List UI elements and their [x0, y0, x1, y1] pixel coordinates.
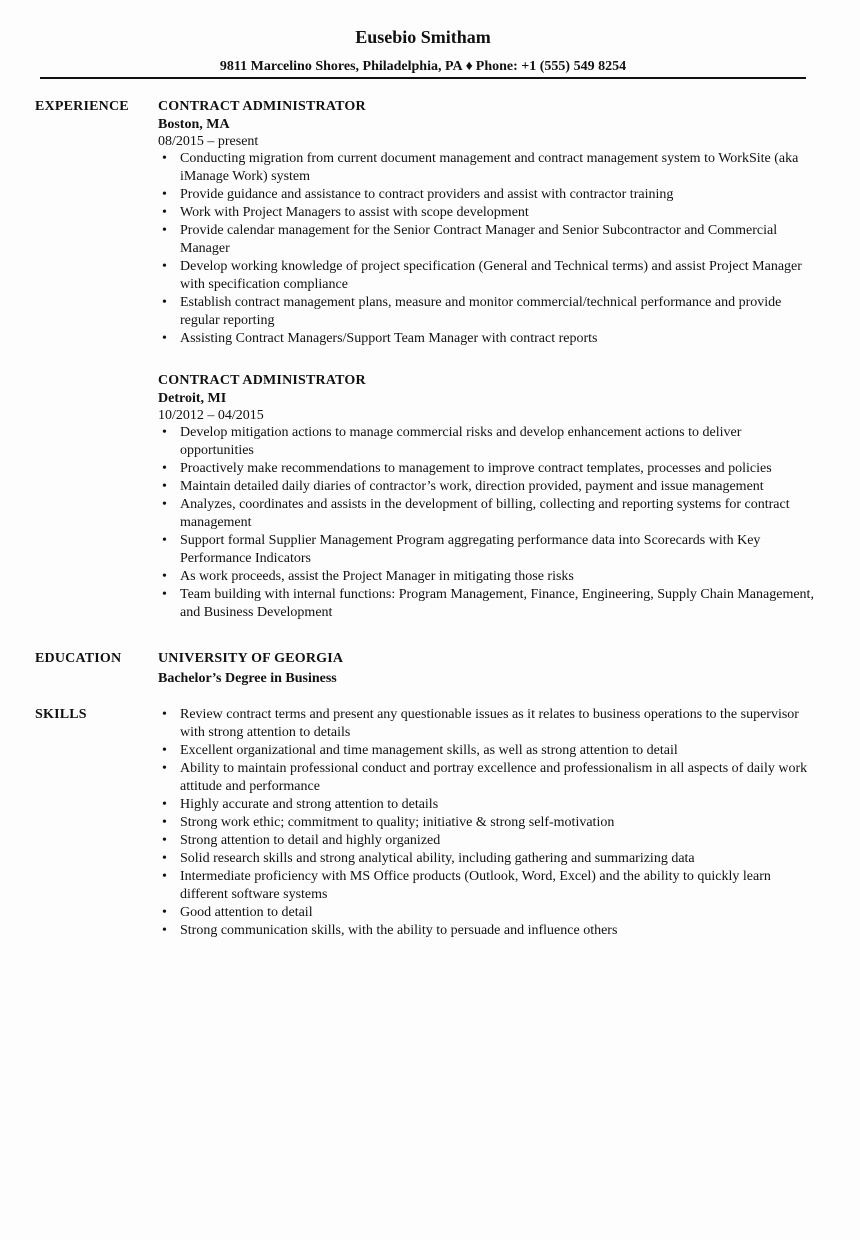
candidate-name: Eusebio Smitham: [355, 27, 491, 47]
bullet-icon: •: [162, 905, 167, 920]
bullet-text: Support formal Supplier Management Program aggregating performance data into Scorecards with Key Performance Indicators: [180, 533, 761, 566]
bullet-text: Excellent organizational and time management skills, as well as strong attention to detail: [180, 743, 678, 758]
bullet-icon: •: [162, 797, 167, 812]
bullet-icon: •: [162, 295, 167, 310]
bullet-item: [162, 496, 818, 532]
school-name: UNIVERSITY OF GEORGIA: [158, 651, 344, 666]
bullet-icon: •: [162, 569, 167, 584]
degree: Bachelor’s Degree in Business: [158, 671, 337, 686]
bullet-text: Ability to maintain professional conduct and portray excellence and professionalism in all aspects of daily work attitude and performance: [180, 761, 808, 794]
bullet-item: [162, 904, 818, 922]
bullet-icon: •: [162, 259, 167, 274]
section-label-education: EDUCATION: [35, 651, 122, 666]
bullet-item: [162, 330, 818, 348]
bullet-text: Assisting Contract Managers/Support Team Manager with contract reports: [180, 331, 598, 346]
bullet-icon: •: [162, 187, 167, 202]
bullet-item: [162, 832, 818, 850]
bullet-icon: •: [162, 761, 167, 776]
bullet-item: [162, 922, 818, 940]
job-entry: [158, 372, 818, 622]
bullet-text: Proactively make recommendations to management to improve contract templates, processes and policies: [180, 461, 772, 476]
job-title: CONTRACT ADMINISTRATOR: [158, 373, 366, 388]
bullet-icon: •: [162, 587, 167, 602]
bullet-item: [162, 586, 818, 622]
bullet-icon: •: [162, 833, 167, 848]
bullet-item: [162, 460, 818, 478]
bullet-icon: •: [162, 205, 167, 220]
bullet-item: [162, 568, 818, 586]
bullet-text: Analyzes, coordinates and assists in the development of billing, collecting and reporting systems for contract management: [180, 497, 790, 530]
job-entry: [158, 98, 818, 348]
bullet-text: Intermediate proficiency with MS Office products (Outlook, Word, Excel) and the ability to quickly learn different software systems: [180, 869, 771, 902]
bullet-icon: •: [162, 707, 167, 722]
bullet-icon: •: [162, 223, 167, 238]
contact-line: [0, 58, 846, 76]
address: 9811 Marcelino Shores, Philadelphia, PA: [219, 59, 463, 74]
job-title: CONTRACT ADMINISTRATOR: [158, 99, 366, 114]
job-bullets: [158, 424, 818, 622]
header-divider: [40, 77, 806, 79]
bullet-item: [162, 532, 818, 568]
bullet-text: Provide calendar management for the Senior Contract Manager and Senior Subcontractor and Commercial Manager: [180, 223, 778, 256]
bullet-text: Establish contract management plans, measure and monitor commercial/technical performance and provide regular reporting: [180, 295, 782, 328]
bullet-text: Good attention to detail: [180, 905, 313, 920]
bullet-text: Provide guidance and assistance to contract providers and assist with contractor training: [180, 187, 674, 202]
bullet-icon: •: [162, 533, 167, 548]
skills-entry: [158, 706, 818, 940]
bullet-text: Review contract terms and present any questionable issues as it relates to business operations to the supervisor with strong attention to details: [180, 707, 799, 740]
bullet-item: [162, 478, 818, 496]
bullet-icon: •: [162, 743, 167, 758]
bullet-item: [162, 706, 818, 742]
bullet-text: Work with Project Managers to assist with scope development: [180, 205, 529, 220]
bullet-text: Develop working knowledge of project specification (General and Technical terms) and assist Project Manager with specification compliance: [180, 259, 802, 292]
bullet-icon: •: [162, 869, 167, 884]
bullet-item: [162, 294, 818, 330]
job-location: Boston, MA: [158, 117, 230, 132]
diamond-separator-icon: ♦: [465, 59, 473, 74]
bullet-text: Strong communication skills, with the ability to persuade and influence others: [180, 923, 618, 938]
bullet-icon: •: [162, 151, 167, 166]
bullet-icon: •: [162, 851, 167, 866]
job-dates: 10/2012 – 04/2015: [158, 408, 264, 423]
job-bullets: [158, 150, 818, 348]
bullet-icon: •: [162, 425, 167, 440]
bullet-icon: •: [162, 331, 167, 346]
job-dates: 08/2015 – present: [158, 134, 259, 149]
bullet-icon: •: [162, 461, 167, 476]
bullet-item: [162, 760, 818, 796]
education-entry: [158, 649, 818, 689]
bullet-item: [162, 186, 818, 204]
bullet-item: [162, 150, 818, 186]
bullet-text: Solid research skills and strong analytical ability, including gathering and summarizing data: [180, 851, 695, 866]
section-label-skills: SKILLS: [35, 707, 87, 722]
bullet-item: [162, 258, 818, 294]
bullet-text: Conducting migration from current document management and contract management system to WorkSite (aka iManage Work) system: [180, 151, 799, 184]
bullet-item: [162, 868, 818, 904]
bullet-text: Develop mitigation actions to manage commercial risks and develop enhancement actions to deliver opportunities: [180, 425, 742, 458]
skills-bullets: [158, 706, 818, 940]
bullet-icon: •: [162, 815, 167, 830]
bullet-text: Maintain detailed daily diaries of contractor’s work, direction provided, payment and issue management: [180, 479, 764, 494]
bullet-item: [162, 424, 818, 460]
bullet-text: Strong attention to detail and highly organized: [180, 833, 441, 848]
bullet-text: Strong work ethic; commitment to quality; initiative & strong self-motivation: [180, 815, 615, 830]
bullet-text: Team building with internal functions: Program Management, Finance, Engineering, Supply Chain Management, and Business Development: [180, 587, 814, 620]
bullet-icon: •: [162, 497, 167, 512]
job-location: Detroit, MI: [158, 391, 227, 406]
phone: Phone: +1 (555) 549 8254: [475, 59, 627, 74]
bullet-item: [162, 222, 818, 258]
bullet-icon: •: [162, 923, 167, 938]
section-label-experience: EXPERIENCE: [35, 99, 129, 114]
bullet-icon: •: [162, 479, 167, 494]
bullet-item: [162, 814, 818, 832]
bullet-item: [162, 796, 818, 814]
bullet-text: Highly accurate and strong attention to details: [180, 797, 439, 812]
bullet-item: [162, 742, 818, 760]
bullet-text: As work proceeds, assist the Project Manager in mitigating those risks: [180, 569, 574, 584]
bullet-item: [162, 204, 818, 222]
bullet-item: [162, 850, 818, 868]
